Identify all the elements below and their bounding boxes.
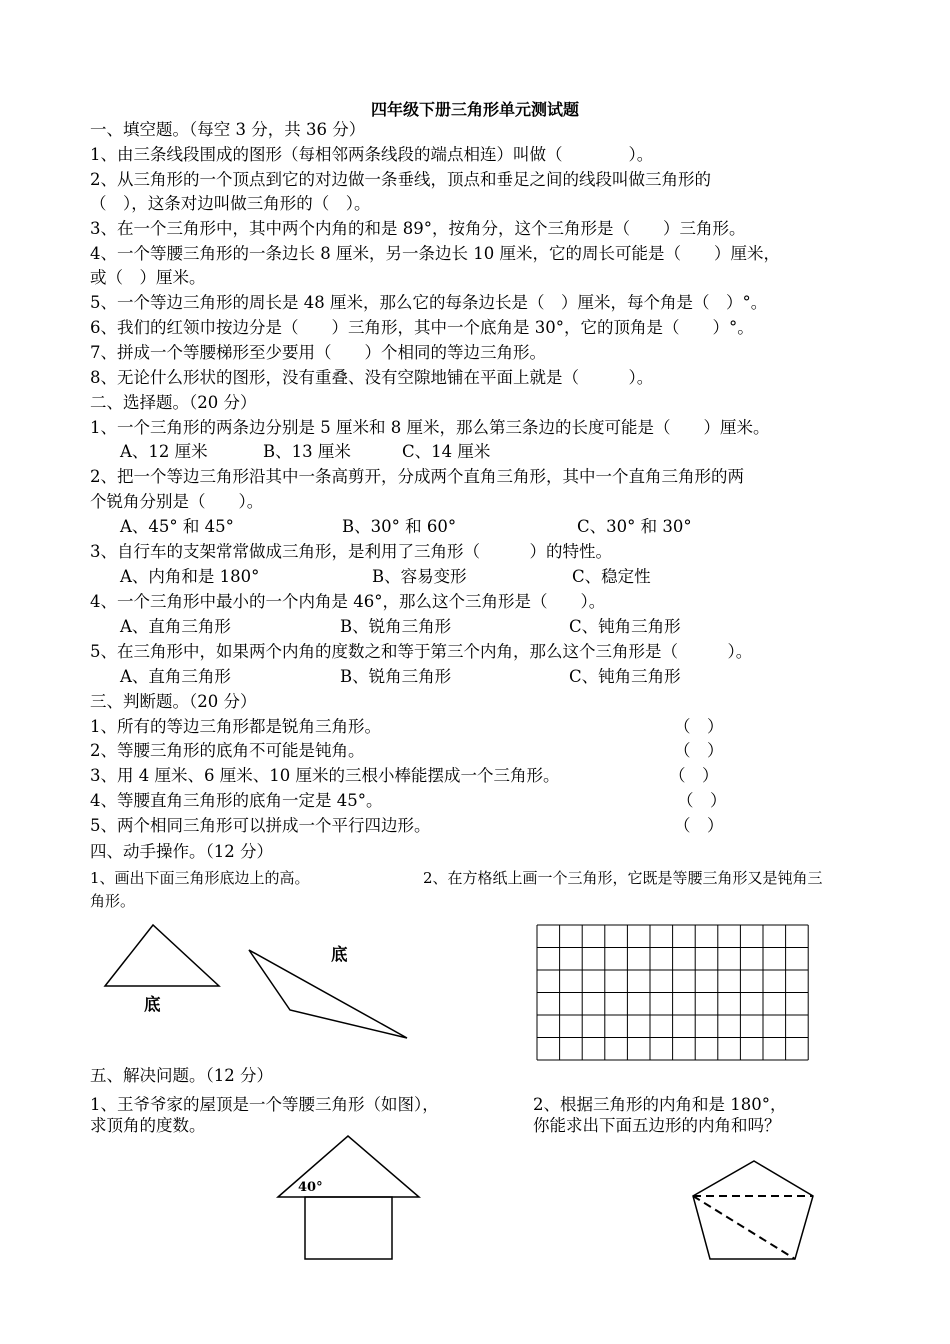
judge-q3: 3、用 4 厘米、6 厘米、10 厘米的三根小棒能摆成一个三角形。 [90, 766, 560, 785]
choice-q5: 5、在三角形中，如果两个内角的度数之和等于第三个内角，那么这个三角形是（ ）。 [90, 642, 753, 661]
fill-q2-line1: 2、从三角形的一个顶点到它的对边做一条垂线，顶点和垂足之间的线段叫做三角形的 [90, 170, 711, 189]
choice-q1: 1、一个三角形的两条边分别是 5 厘米和 8 厘米，那么第三条边的长度可能是（ ）厘米。 [90, 418, 770, 437]
section-1-heading: 一、填空题。（每空 3 分，共 36 分） [90, 120, 366, 139]
roof-angle-label: 40° [298, 1180, 323, 1195]
operate-q2-line1: 2、在方格纸上画一个三角形，它既是等腰三角形又是钝角三 [423, 869, 823, 887]
choice-q4-option-a: A、直角三角形 [120, 617, 231, 636]
solve-q2-line1: 2、根据三角形的内角和是 180°， [533, 1095, 787, 1114]
page-title: 四年级下册三角形单元测试题 [370, 100, 579, 119]
section-2-heading: 二、选择题。（20 分） [90, 393, 257, 412]
judge-q5: 5、两个相同三角形可以拼成一个平行四边形。 [90, 816, 431, 835]
solve-q2-line2: 你能求出下面五边形的内角和吗？ [533, 1116, 781, 1135]
choice-q1-option-a: A、12 厘米 [120, 442, 208, 461]
triangle-2-base-label: 底 [331, 945, 348, 964]
solve-q1-line2: 求顶角的度数。 [90, 1116, 206, 1135]
house-roof [278, 1136, 419, 1197]
judge-q4: 4、等腰直角三角形的底角一定是 45°。 [90, 791, 383, 810]
operate-q2-line2: 角形。 [90, 892, 136, 910]
judge-q5-paren: （ ） [674, 816, 724, 835]
choice-q3-option-b: B、容易变形 [372, 567, 467, 586]
triangle-1 [105, 925, 219, 986]
choice-q4-option-b: B、锐角三角形 [340, 617, 452, 636]
choice-q4: 4、一个三角形中最小的一个内角是 46°，那么这个三角形是（ ）。 [90, 592, 606, 611]
pentagon-diagonal-2 [693, 1196, 795, 1259]
judge-q4-paren: （ ） [677, 791, 727, 810]
choice-q4-option-c: C、钝角三角形 [569, 617, 681, 636]
fill-q5: 5、一个等边三角形的周长是 48 厘米，那么它的每条边长是（ ）厘米，每个角是（ ）°。 [90, 293, 768, 312]
choice-q5-option-c: C、钝角三角形 [569, 667, 681, 686]
fill-q4-line1: 4、一个等腰三角形的一条边长 8 厘米，另一条边长 10 厘米，它的周长可能是（ ）厘米， [90, 244, 780, 263]
choice-q2-option-a: A、45° 和 45° [120, 517, 234, 536]
section-3-heading: 三、判断题。（20 分） [90, 692, 257, 711]
judge-q1: 1、所有的等边三角形都是锐角三角形。 [90, 717, 381, 736]
choice-q1-option-b: B、13 厘米 [263, 442, 351, 461]
choice-q5-option-b: B、锐角三角形 [340, 667, 452, 686]
fill-q6: 6、我们的红领巾按边分是（ ）三角形，其中一个底角是 30°，它的顶角是（ ）°。 [90, 318, 754, 337]
fill-q4-line2: 或（ ）厘米。 [90, 268, 206, 287]
triangle-1-base-label: 底 [144, 995, 161, 1014]
house-body [305, 1197, 392, 1259]
choice-q5-option-a: A、直角三角形 [120, 667, 231, 686]
judge-q1-paren: （ ） [674, 717, 724, 736]
triangle-2 [249, 950, 407, 1038]
fill-q1: 1、由三条线段围成的图形（每相邻两条线段的端点相连）叫做（ ）。 [90, 145, 654, 164]
solve-q1-line1: 1、王爷爷家的屋顶是一个等腰三角形（如图）， [90, 1095, 439, 1114]
section-5-heading: 五、解决问题。（12 分） [90, 1066, 273, 1085]
choice-q1-option-c: C、14 厘米 [402, 442, 491, 461]
section-4-heading: 四、动手操作。（12 分） [90, 842, 273, 861]
judge-q2-paren: （ ） [674, 741, 724, 760]
choice-q3-option-a: A、内角和是 180° [120, 567, 260, 586]
choice-q3-option-c: C、稳定性 [572, 567, 651, 586]
grid-paper [537, 925, 808, 1060]
operate-q1: 1、画出下面三角形底边上的高。 [90, 869, 310, 887]
fill-q8: 8、无论什么形状的图形，没有重叠、没有空隙地铺在平面上就是（ ）。 [90, 368, 654, 387]
choice-q2-option-b: B、30° 和 60° [342, 517, 457, 536]
fill-q3: 3、在一个三角形中，其中两个内角的和是 89°，按角分，这个三角形是（ ）三角形。 [90, 219, 746, 238]
fill-q2-line2: （ ），这条对边叫做三角形的（ ）。 [90, 194, 371, 213]
fill-q7: 7、拼成一个等腰梯形至少要用（ ）个相同的等边三角形。 [90, 343, 546, 362]
pentagon [693, 1161, 813, 1259]
choice-q2-option-c: C、30° 和 30° [577, 517, 692, 536]
choice-q3: 3、自行车的支架常常做成三角形，是利用了三角形（ ）的特性。 [90, 542, 612, 561]
choice-q2-line1: 2、把一个等边三角形沿其中一条高剪开，分成两个直角三角形，其中一个直角三角形的两 [90, 467, 744, 486]
judge-q2: 2、等腰三角形的底角不可能是钝角。 [90, 741, 365, 760]
judge-q3-paren: （ ） [669, 766, 719, 785]
choice-q2-line2: 个锐角分别是（ ）。 [90, 492, 264, 511]
